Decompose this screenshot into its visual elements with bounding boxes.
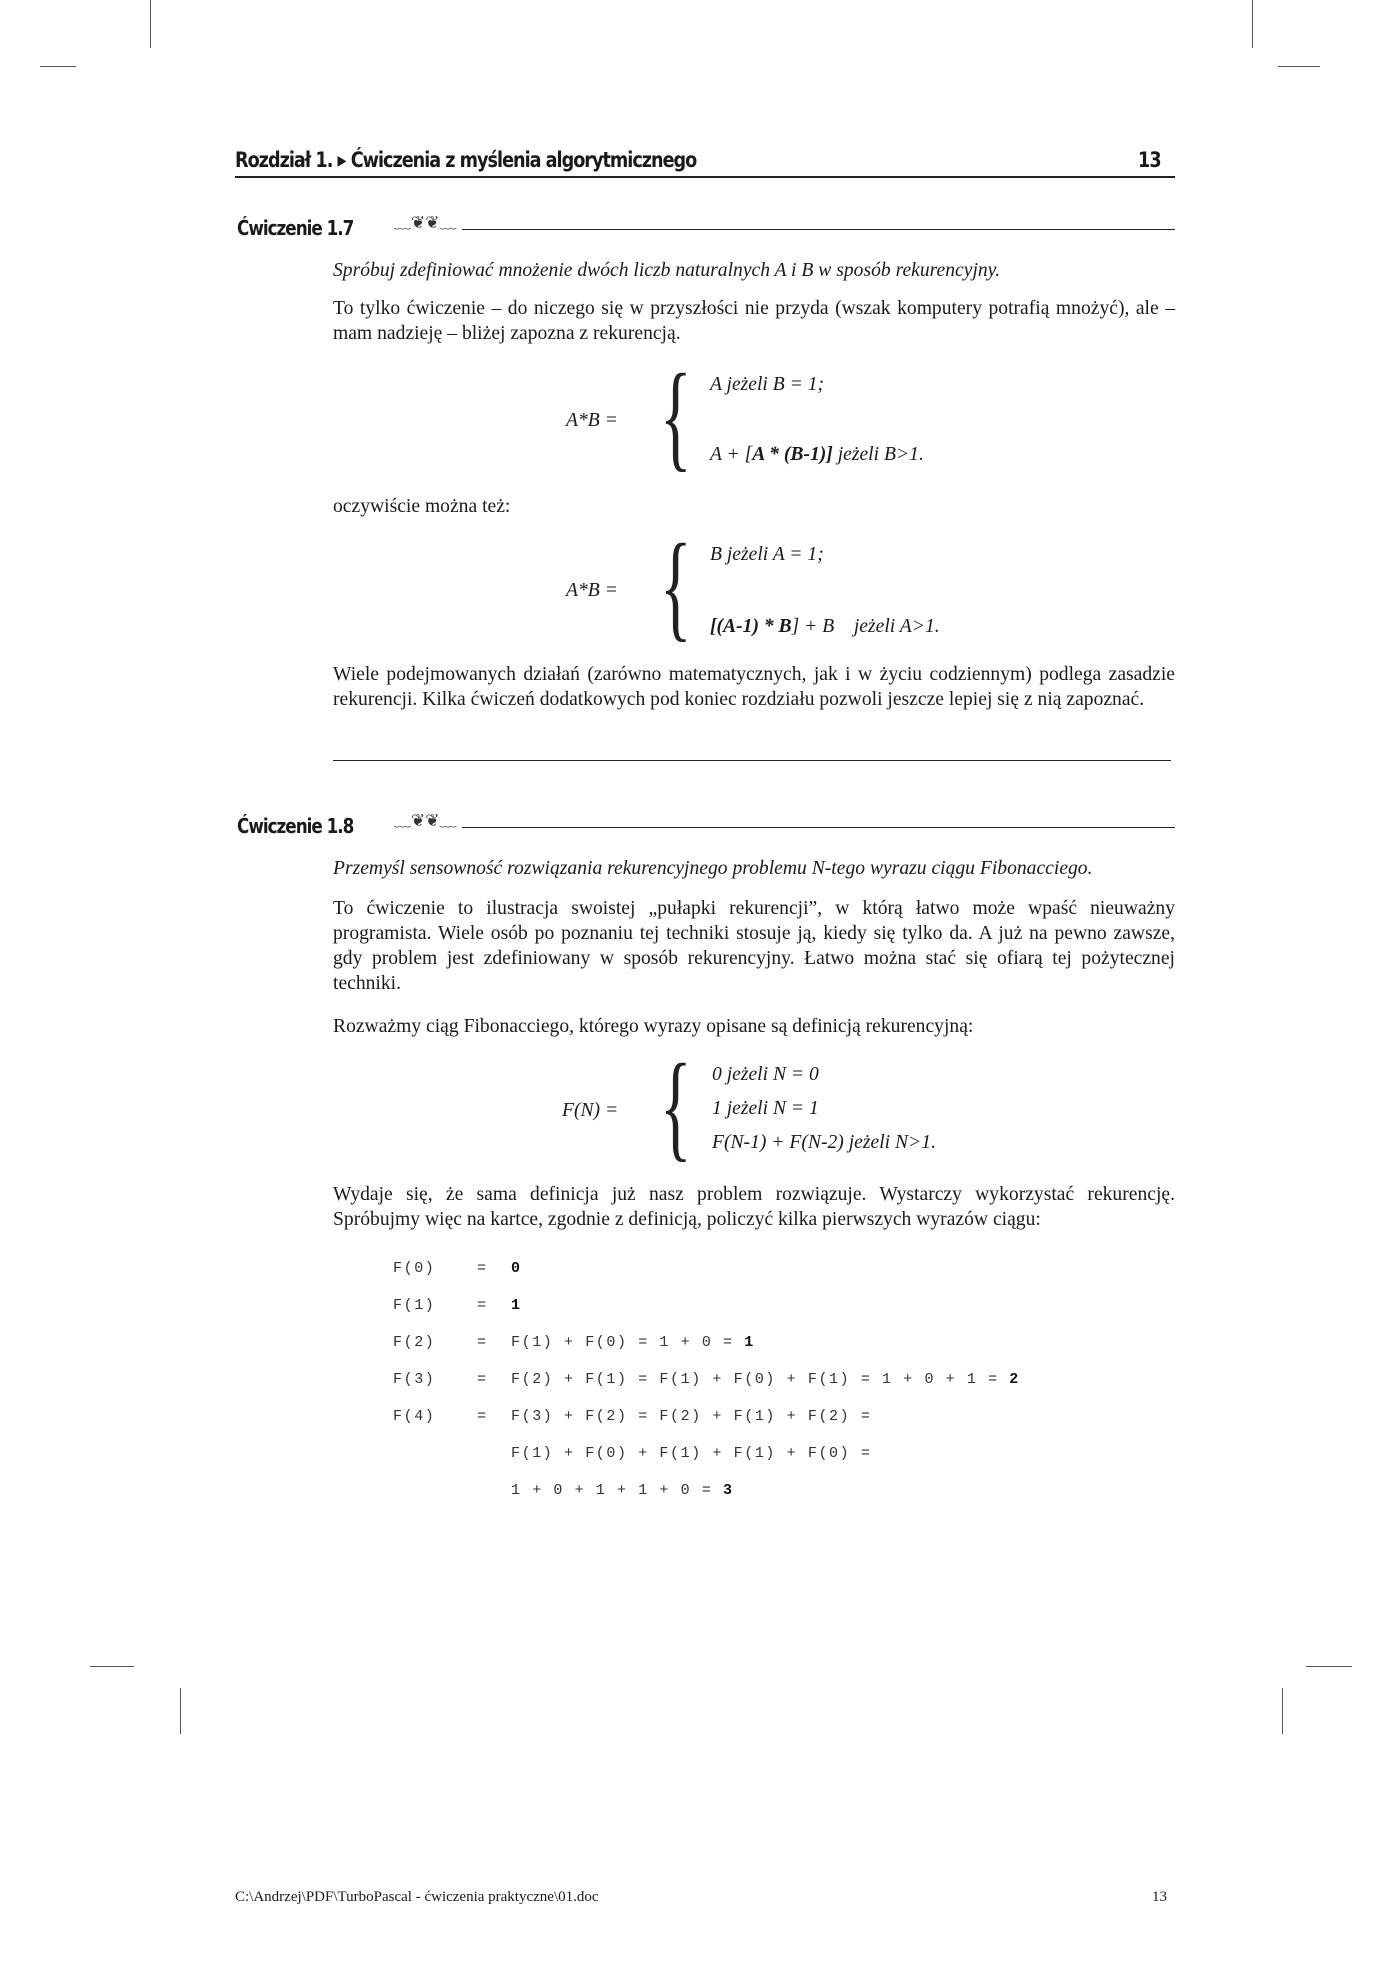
exercise-title: Ćwiczenie 1.8 — [237, 814, 354, 838]
formula-case: [(A-1) * B] + B jeżeli A>1. — [710, 616, 940, 637]
exercise-prompt: Spróbuj zdefiniować mnożenie dwóch liczb naturalnych A i B w sposób rekurencyjny. — [333, 260, 1001, 281]
formula-case: 0 jeżeli N = 0 — [712, 1064, 819, 1085]
exercise-intro: To tylko ćwiczenie – do niczego się w przyszłości nie przyda (wszak komputery potrafią mnożyć), ale – mam nadzieję – bliżej zapozna z rekurencją. — [333, 298, 1175, 344]
brace-icon: { — [660, 1039, 692, 1172]
also-text: oczywiście można też: — [333, 496, 511, 517]
section-end-rule — [333, 760, 1171, 761]
triangle-icon: ▶ — [337, 153, 346, 169]
crop-mark — [1306, 1666, 1352, 1667]
formula-lhs: F(N) = — [562, 1100, 619, 1121]
crop-mark — [90, 1666, 134, 1667]
header-rule — [235, 176, 1175, 178]
crop-mark — [40, 66, 76, 67]
crop-mark — [1282, 1688, 1283, 1734]
formula-case: 1 jeżeli N = 1 — [712, 1098, 819, 1119]
crop-mark — [180, 1688, 181, 1734]
formula-lhs: A*B = — [566, 580, 618, 601]
exercise-after: Wydaje się, że sama definicja już nasz problem rozwiązuje. Wystarczy wykorzystać rekurencję. Spróbujmy więc na kartce, zgodnie z definicją, policzyć kilka pierwszych wyrazów ciągu: — [333, 1184, 1175, 1230]
code-line: F(0) = 0 — [393, 1260, 522, 1277]
formula-case: A jeżeli B = 1; — [710, 374, 825, 395]
brace-icon: { — [660, 349, 692, 482]
exercise-rule — [462, 827, 1175, 828]
brace-icon: { — [660, 519, 692, 652]
crop-mark — [1278, 66, 1320, 67]
formula-case: A + [A * (B-1)] jeżeli B>1. — [710, 444, 924, 465]
code-line: F(3) = F(2) + F(1) = F(1) + F(0) + F(1) = 1 + 0 + 1 = 2 — [393, 1371, 1020, 1388]
footer-path: C:\Andrzej\PDF\TurboPascal - ćwiczenia praktyczne\01.doc — [235, 1889, 599, 1905]
footer-page-number: 13 — [1152, 1889, 1167, 1905]
code-line: F(1) + F(0) + F(1) + F(1) + F(0) = — [511, 1445, 872, 1462]
exercise-outro: Wiele podejmowanych działań (zarówno matematycznych, jak i w życiu codziennym) podlega zasadzie rekurencji. Kilka ćwiczeń dodatkowych pod koniec rozdziału pozwoli jeszcze lepiej się z nią zapoznać. — [333, 664, 1175, 710]
code-line: F(4) = F(3) + F(2) = F(2) + F(1) + F(2) = — [393, 1408, 872, 1425]
crop-mark — [1252, 0, 1253, 48]
ornament-icon: ﹏❦❦﹏ — [394, 213, 457, 233]
exercise-title: Ćwiczenie 1.7 — [237, 216, 354, 240]
header-page-number: 13 — [1138, 148, 1161, 172]
chapter-header — [235, 148, 696, 172]
code-line: F(1) = 1 — [393, 1297, 522, 1314]
chapter-label: Rozdział 1. — [235, 148, 333, 172]
exercise-prompt: Przemyśl sensowność rozwiązania rekurencyjnego problemu N-tego wyrazu ciągu Fibonacciego. — [333, 858, 1093, 879]
ornament-icon: ﹏❦❦﹏ — [394, 811, 457, 831]
formula-case: B jeżeli A = 1; — [710, 544, 824, 565]
chapter-title: Ćwiczenia z myślenia algorytmicznego — [350, 148, 697, 172]
formula-lhs: A*B = — [566, 410, 618, 431]
code-line: F(2) = F(1) + F(0) = 1 + 0 = 1 — [393, 1334, 755, 1351]
code-line: 1 + 0 + 1 + 1 + 0 = 3 — [511, 1482, 734, 1499]
exercise-intro: To ćwiczenie to ilustracja swoistej „pułapki rekurencji”, w którą łatwo może wpaść nieuważny programista. Wiele osób po poznaniu tej techniki stosuje ją, kiedy się tylko da. A już na pewno zawsze, gdy problem jest zdefiniowany w sposób rekurencyjny. Łatwo można stać się ofiarą tej pożytecznej techniki. — [333, 898, 1175, 994]
crop-mark — [150, 0, 151, 48]
exercise-rule — [462, 229, 1175, 230]
formula-case: F(N-1) + F(N-2) jeżeli N>1. — [712, 1132, 936, 1153]
exercise-lead: Rozważmy ciąg Fibonacciego, którego wyrazy opisane są definicją rekurencyjną: — [333, 1016, 974, 1037]
